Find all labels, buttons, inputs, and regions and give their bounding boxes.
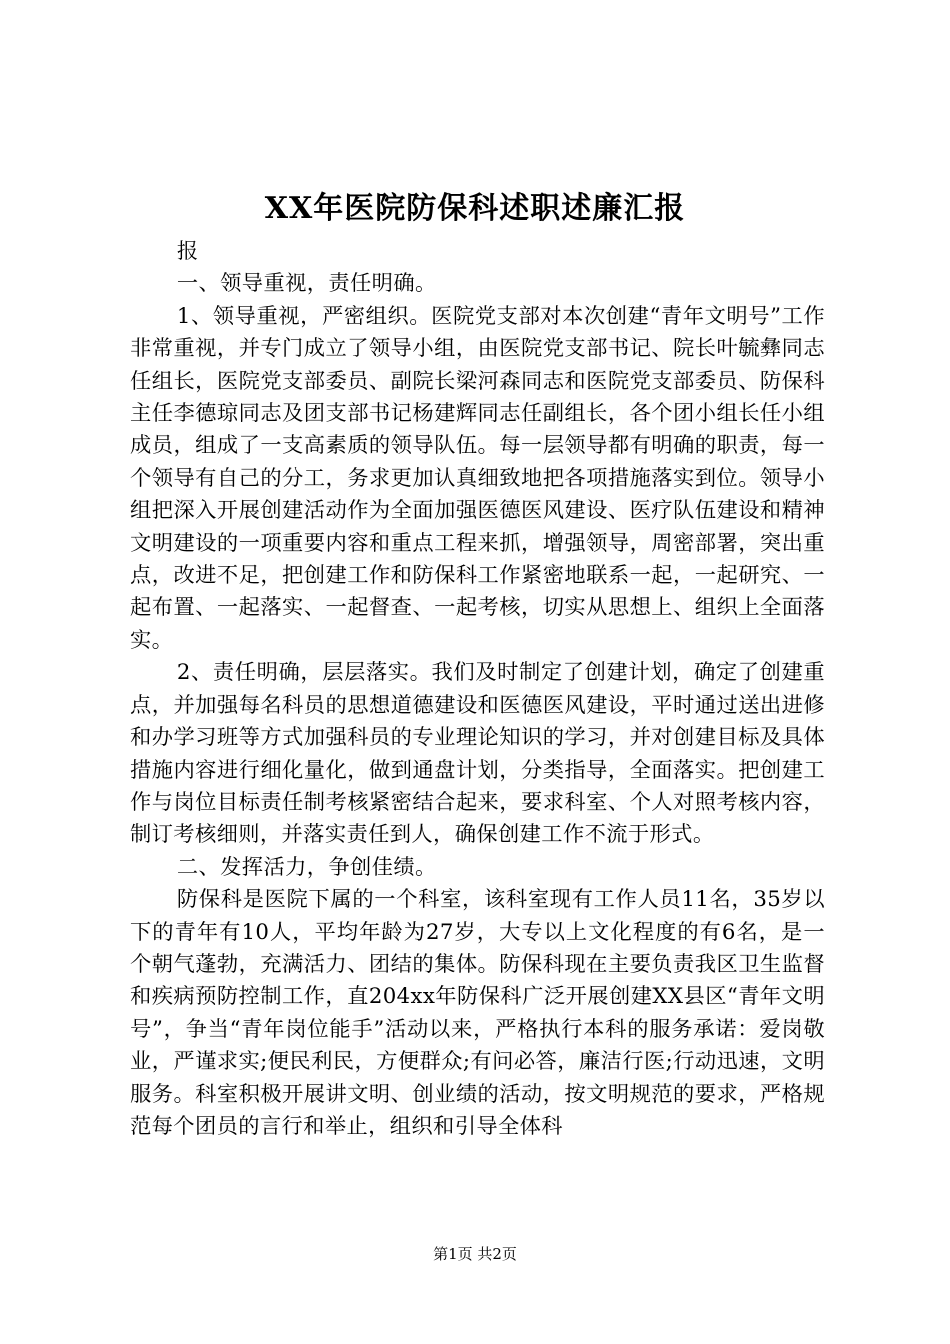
section-heading-1: 一、领导重视，责任明确。 [176, 271, 437, 297]
paragraph-responsibility: 2、责任明确，层层落实。我们及时制定了创建计划，确定了创建重点，并加强每名科员的思想道德建设和医德医风建设，平时通过送出进修和办学习班等方式加强科员的专业理论知识的学习，并对创建目标及具体措施内容进行细化量化，做到通盘计划，分类指导，全面落实。把创建工作与岗位目标责任制考核紧密结合起来，要求科室、个人对照考核内容，制订考核细则，并落实责任到人，确保创建工作不流于形式。 [130, 660, 825, 848]
paragraph-department: 防保科是医院下属的一个科室，该科室现有工作人员11名，35岁以下的青年有10人，平均年龄为27岁，大专以上文化程度的有6名，是一个朝气蓬勃，充满活力、团结的集体。防保科现在主要负责我区卫生监督和疾病预防控制工作，直204xx年防保科广泛开展创建XX县区“青年文明号”，争当“青年岗位能手”活动以来，严格执行本科的服务承诺：爱岗敬业，严谨求实;便民利民，方便群众;有问必答，廉洁行医;行动迅速，文明服务。科室积极开展讲文明、创业绩的活动，按文明规范的要求，严格规范每个团员的言行和举止，组织和引导全体科 [130, 887, 825, 1139]
paragraph-leadership: 1、领导重视，严密组织。医院党支部对本次创建“青年文明号”工作非常重视，并专门成立了领导小组，由医院党支部书记、院长叶毓彝同志任组长，医院党支部委员、副院长梁河森同志和医院党支部委员、防保科主任李德琼同志及团支部书记杨建辉同志任副组长，各个团小组长任小组成员，组成了一支高素质的领导队伍。每一层领导都有明确的职责，每一个领导有自己的分工，务求更加认真细致地把各项措施落实到位。领导小组把深入开展创建活动作为全面加强医德医风建设、医疗队伍建设和精神文明建设的一项重要内容和重点工程来抓，增强领导，周密部署，突出重点，改进不足，把创建工作和防保科工作紧密地联系一起，一起研究、一起布置、一起落实、一起督查、一起考核，切实从思想上、组织上全面落实。 [130, 303, 825, 653]
section-heading-2: 二、发挥活力，争创佳绩。 [176, 854, 437, 880]
document-body [130, 236, 825, 1143]
document-title: XX年医院防保科述职述廉汇报 [264, 191, 686, 226]
page-footer: 第1页 共2页 [433, 1245, 517, 1263]
paragraph-fragment: 报 [176, 239, 199, 264]
